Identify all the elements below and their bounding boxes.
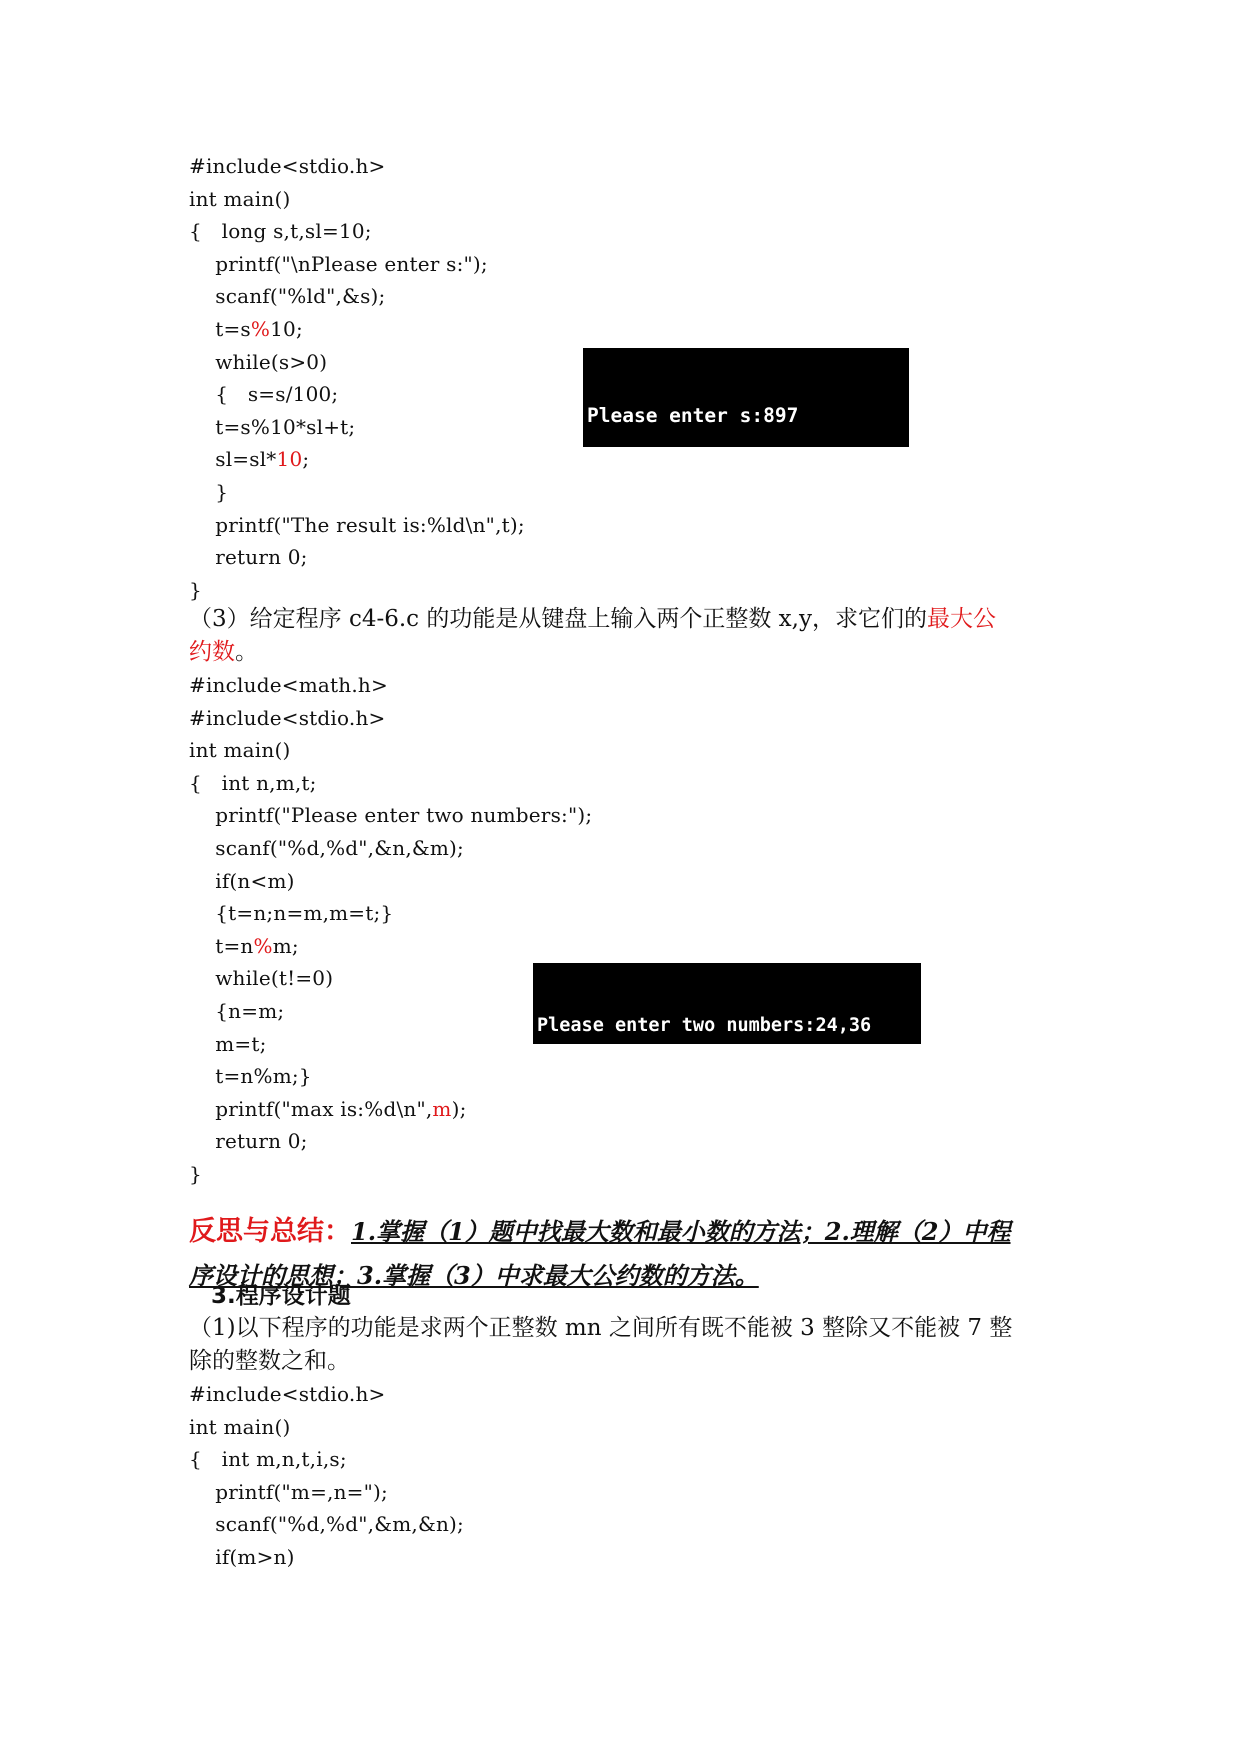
- question-3-intro: [189, 603, 1059, 669]
- intro-highlight: 最大公: [926, 606, 996, 632]
- code-line: printf("m=,n=");: [189, 1479, 388, 1504]
- code-line: }: [189, 479, 229, 504]
- code-line: }: [189, 1161, 202, 1186]
- question-text: 除的整数之和。: [189, 1348, 350, 1374]
- highlight-fragment: %: [250, 316, 271, 341]
- code-line-highlight: printf("max is:%d\n",m);: [189, 1096, 467, 1121]
- console-line: Please enter two numbers:24,36: [537, 1015, 872, 1036]
- code-line: while(t!=0): [189, 966, 334, 991]
- console-line: Press any key to continue: [587, 560, 881, 583]
- highlight-fragment: %: [253, 933, 273, 958]
- code-line: { int n,m,t;: [189, 770, 317, 795]
- section-title: 3.程序设计题: [211, 1283, 351, 1309]
- code-line: scanf("%d,%d",&m,&n);: [189, 1512, 464, 1537]
- code-line: if(n<m): [189, 868, 295, 893]
- code-line-highlight: t=s%10;: [189, 316, 303, 341]
- code-line: return 0;: [189, 545, 308, 570]
- code-line: { int m,n,t,i,s;: [189, 1447, 347, 1472]
- console-line: Please enter s:897: [587, 404, 799, 427]
- code-line: t=s%10*sl+t;: [189, 414, 356, 439]
- summary-heading: 反思与总结：: [189, 1216, 351, 1247]
- code-line: printf("The result is:%ld\n",t);: [189, 512, 525, 537]
- console-line: max is:12: [537, 1087, 638, 1108]
- cursor-icon: [815, 1172, 827, 1175]
- code-line: if(m>n): [189, 1544, 295, 1569]
- code-line: t=n%m;}: [189, 1064, 312, 1089]
- console-output-1: [583, 348, 909, 583]
- intro-text: 。: [235, 639, 258, 665]
- code-block-program-4: [189, 1378, 1049, 1574]
- console-line: The result is:87: [587, 482, 775, 505]
- highlight-fragment: m: [432, 1096, 452, 1121]
- question-1-text: [189, 1312, 1069, 1378]
- code-line: printf("\nPlease enter s:");: [189, 251, 488, 276]
- code-line-highlight: t=n%m;: [189, 933, 299, 958]
- code-line: int main(): [189, 1414, 291, 1439]
- question-text: （1)以下程序的功能是求两个正整数 mn 之间所有既不能被 3 整除又不能被 7 整: [189, 1315, 1013, 1341]
- code-line: return 0;: [189, 1129, 308, 1154]
- highlight-fragment: 10: [276, 447, 303, 472]
- code-line: #include<stdio.h>: [189, 705, 386, 730]
- code-line: #include<math.h>: [189, 673, 388, 697]
- console-output-2: [533, 963, 921, 1180]
- code-line: { long s,t,sl=10;: [189, 219, 372, 244]
- code-line: #include<stdio.h>: [189, 1382, 386, 1406]
- code-line: while(s>0): [189, 349, 328, 374]
- code-line: {n=m;: [189, 998, 285, 1023]
- code-line: scanf("%ld",&s);: [189, 284, 386, 309]
- code-line: #include<stdio.h>: [189, 154, 386, 178]
- code-line: { s=s/100;: [189, 382, 339, 407]
- code-line: scanf("%d,%d",&n,&m);: [189, 835, 464, 860]
- code-line-highlight: sl=sl*10;: [189, 447, 310, 472]
- summary-text: 序设计的思想；3.掌握（3）中求最大公约数的方法。: [189, 1261, 759, 1290]
- code-line: }: [189, 577, 202, 602]
- code-line: int main(): [189, 186, 291, 211]
- intro-highlight: 约数: [189, 639, 235, 665]
- code-line: printf("Please enter two numbers:");: [189, 803, 593, 828]
- code-line: m=t;: [189, 1031, 267, 1056]
- summary-text: 1.掌握（1）题中找最大数和最小数的方法；2.理解（2）中程: [351, 1217, 1011, 1246]
- code-line: int main(): [189, 738, 291, 763]
- code-line: {t=n;n=m,m=t;}: [189, 901, 394, 926]
- console-line: Press any key to continue: [537, 1158, 917, 1182]
- intro-text: （3）给定程序 c4-6.c 的功能是从键盘上输入两个正整数 x,y，求它们的: [189, 606, 927, 632]
